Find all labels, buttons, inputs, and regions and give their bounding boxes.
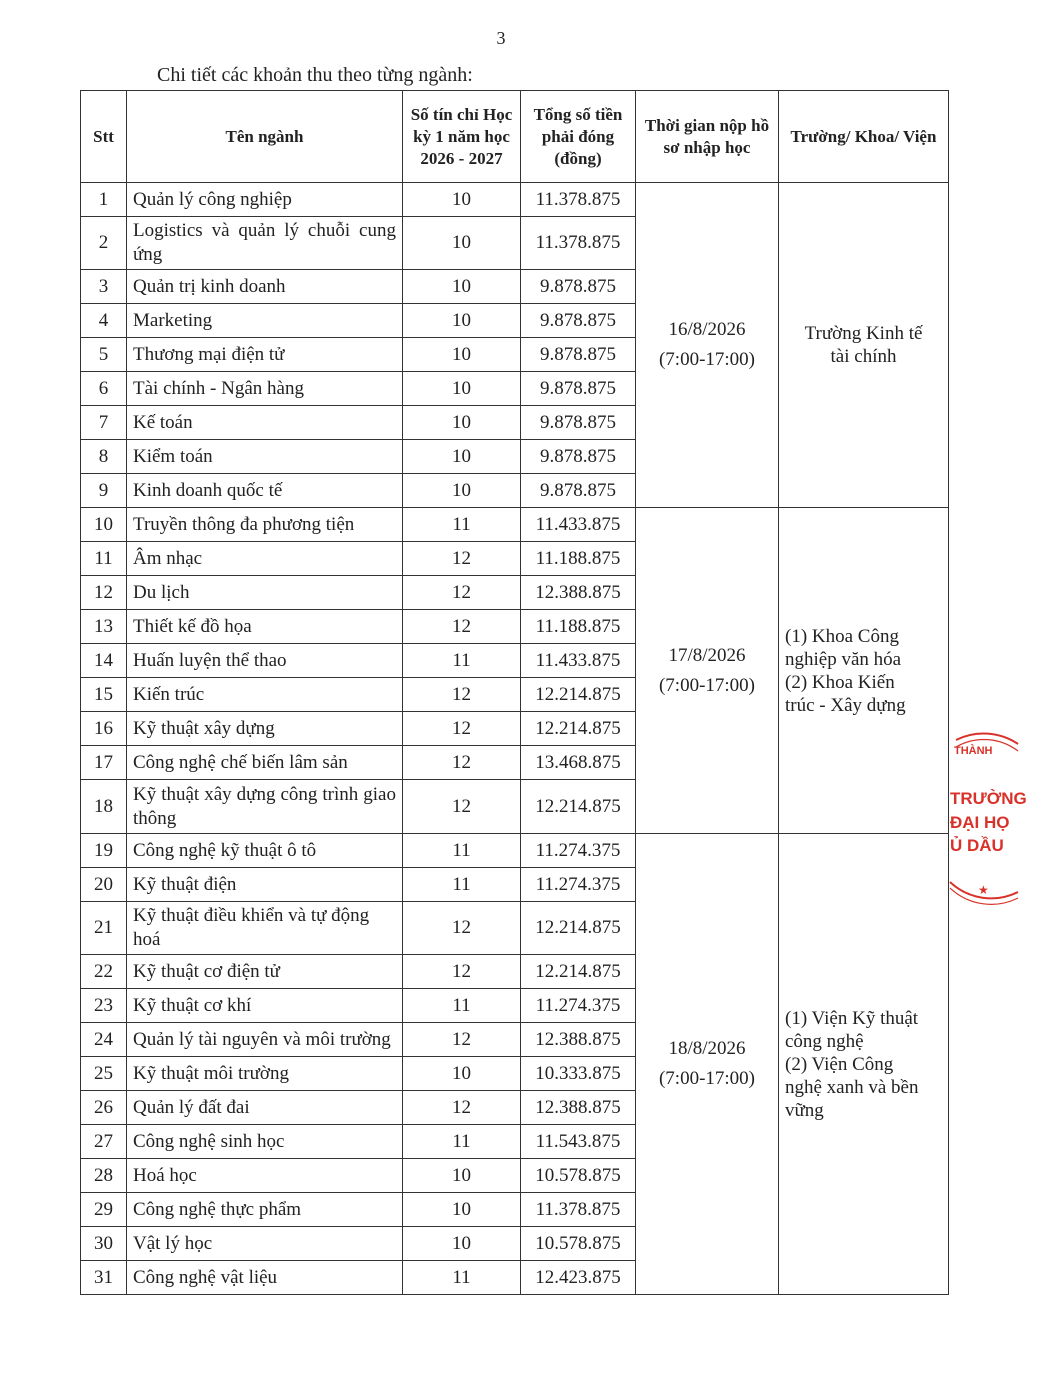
unit-line: nghiệp văn hóa: [785, 648, 902, 670]
row-fee: 11.543.875: [521, 1125, 636, 1159]
group-schedule: [636, 508, 779, 834]
row-major-name: Công nghệ kỹ thuật ô tô: [127, 834, 403, 868]
row-credits: 10: [403, 372, 521, 406]
row-stt: 3: [81, 270, 127, 304]
header-credits: Số tín chỉ Học kỳ 1 năm học 2026 - 2027: [403, 91, 521, 183]
row-major-name: Quản lý công nghiệp: [127, 183, 403, 217]
row-major-name: Quản lý tài nguyên và môi trường: [127, 1023, 403, 1057]
row-major-name: Công nghệ vật liệu: [127, 1261, 403, 1295]
row-credits: 11: [403, 508, 521, 542]
row-major-name: Logistics và quản lý chuỗi cung ứng: [127, 217, 403, 270]
row-fee: 9.878.875: [521, 474, 636, 508]
stamp-line-3: ĐẠI HỌ: [950, 813, 1010, 832]
row-fee: 12.388.875: [521, 1091, 636, 1125]
row-credits: 12: [403, 746, 521, 780]
row-fee: 10.578.875: [521, 1227, 636, 1261]
row-stt: 24: [81, 1023, 127, 1057]
header-unit: Trường/ Khoa/ Viện: [779, 91, 949, 183]
stamp-line-2: TRƯỜNG: [950, 789, 1027, 808]
row-fee: 11.378.875: [521, 217, 636, 270]
row-stt: 26: [81, 1091, 127, 1125]
table-row: [81, 834, 949, 868]
row-major-name: Công nghệ chế biến lâm sản: [127, 746, 403, 780]
row-fee: 12.388.875: [521, 1023, 636, 1057]
table-row: [81, 508, 949, 542]
row-major-name: Công nghệ sinh học: [127, 1125, 403, 1159]
schedule-date: 16/8/2026: [668, 319, 746, 340]
row-credits: 12: [403, 678, 521, 712]
row-fee: 9.878.875: [521, 270, 636, 304]
row-major-name: Công nghệ thực phẩm: [127, 1193, 403, 1227]
row-credits: 12: [403, 902, 521, 955]
row-major-name: Huấn luyện thể thao: [127, 644, 403, 678]
unit-line: (1) Khoa Công: [785, 625, 899, 647]
row-stt: 6: [81, 372, 127, 406]
group-unit: [779, 183, 949, 508]
row-credits: 12: [403, 955, 521, 989]
row-credits: 10: [403, 1227, 521, 1261]
row-fee: 12.214.875: [521, 955, 636, 989]
unit-line: trúc - Xây dựng: [785, 694, 906, 716]
row-stt: 22: [81, 955, 127, 989]
row-fee: 11.188.875: [521, 542, 636, 576]
row-stt: 28: [81, 1159, 127, 1193]
row-credits: 10: [403, 1057, 521, 1091]
row-major-name: Kỹ thuật điện: [127, 868, 403, 902]
row-fee: 11.433.875: [521, 508, 636, 542]
row-fee: 11.433.875: [521, 644, 636, 678]
row-credits: 10: [403, 406, 521, 440]
table-row: [81, 183, 949, 217]
header-name: Tên ngành: [127, 91, 403, 183]
row-stt: 4: [81, 304, 127, 338]
unit-line: tài chính: [830, 346, 897, 367]
row-stt: 18: [81, 780, 127, 834]
row-credits: 10: [403, 474, 521, 508]
row-major-name: Quản trị kinh doanh: [127, 270, 403, 304]
row-credits: 11: [403, 1125, 521, 1159]
row-fee: 11.274.375: [521, 868, 636, 902]
row-fee: 9.878.875: [521, 372, 636, 406]
row-credits: 12: [403, 610, 521, 644]
row-fee: 12.388.875: [521, 576, 636, 610]
unit-line: vững: [785, 1099, 824, 1121]
row-credits: 12: [403, 542, 521, 576]
row-stt: 11: [81, 542, 127, 576]
row-stt: 2: [81, 217, 127, 270]
row-stt: 25: [81, 1057, 127, 1091]
schedule-time: (7:00-17:00): [658, 674, 756, 696]
row-fee: 9.878.875: [521, 440, 636, 474]
row-stt: 9: [81, 474, 127, 508]
group-unit: [779, 508, 949, 834]
row-credits: 11: [403, 644, 521, 678]
schedule-time: (7:00-17:00): [658, 1068, 756, 1089]
row-fee: 9.878.875: [521, 338, 636, 372]
row-credits: 12: [403, 780, 521, 834]
row-credits: 12: [403, 1091, 521, 1125]
row-fee: 11.188.875: [521, 610, 636, 644]
row-major-name: Tài chính - Ngân hàng: [127, 372, 403, 406]
row-stt: 1: [81, 183, 127, 217]
unit-line: (2) Viện Công: [785, 1053, 894, 1075]
group-schedule: [636, 834, 779, 1295]
row-major-name: Kiểm toán: [127, 440, 403, 474]
row-credits: 12: [403, 712, 521, 746]
row-fee: 11.274.375: [521, 989, 636, 1023]
row-credits: 11: [403, 989, 521, 1023]
row-major-name: Kỹ thuật cơ điện tử: [127, 955, 403, 989]
row-major-name: Kinh doanh quốc tế: [127, 474, 403, 508]
row-credits: 10: [403, 270, 521, 304]
fee-table: [80, 90, 949, 1295]
unit-line: Trường Kinh tế: [804, 323, 923, 344]
page-number: 3: [496, 28, 506, 48]
row-credits: 12: [403, 576, 521, 610]
row-stt: 12: [81, 576, 127, 610]
schedule-date: 17/8/2026: [668, 644, 746, 666]
fee-table-body: [81, 183, 949, 1295]
unit-line: nghệ xanh và bền: [785, 1076, 919, 1098]
row-stt: 20: [81, 868, 127, 902]
row-stt: 30: [81, 1227, 127, 1261]
row-credits: 11: [403, 1261, 521, 1295]
row-stt: 31: [81, 1261, 127, 1295]
row-major-name: Vật lý học: [127, 1227, 403, 1261]
schedule-time: (7:00-17:00): [658, 349, 756, 370]
row-stt: 27: [81, 1125, 127, 1159]
official-red-stamp: [948, 732, 1027, 912]
row-fee: 12.214.875: [521, 678, 636, 712]
row-major-name: Kế toán: [127, 406, 403, 440]
row-major-name: Hoá học: [127, 1159, 403, 1193]
row-stt: 5: [81, 338, 127, 372]
row-fee: 12.214.875: [521, 712, 636, 746]
row-fee: 12.214.875: [521, 780, 636, 834]
row-major-name: Âm nhạc: [127, 542, 403, 576]
row-major-name: Kỹ thuật điều khiển và tự động hoá: [127, 902, 403, 955]
row-major-name: Marketing: [127, 304, 403, 338]
row-stt: 13: [81, 610, 127, 644]
row-stt: 7: [81, 406, 127, 440]
row-credits: 10: [403, 1193, 521, 1227]
stamp-line-4: Ủ DẦU: [950, 836, 1004, 855]
row-fee: 11.274.375: [521, 834, 636, 868]
row-major-name: Kỹ thuật cơ khí: [127, 989, 403, 1023]
row-stt: 10: [81, 508, 127, 542]
row-stt: 29: [81, 1193, 127, 1227]
row-stt: 21: [81, 902, 127, 955]
row-fee: 13.468.875: [521, 746, 636, 780]
row-credits: 10: [403, 217, 521, 270]
stamp-star-icon: ★: [978, 883, 989, 897]
stamp-line-1: THÀNH: [954, 745, 993, 757]
row-fee: 10.578.875: [521, 1159, 636, 1193]
row-credits: 11: [403, 868, 521, 902]
header-fee: Tổng số tiền phải đóng (đồng): [521, 91, 636, 183]
row-fee: 10.333.875: [521, 1057, 636, 1091]
row-fee: 9.878.875: [521, 304, 636, 338]
row-stt: 8: [81, 440, 127, 474]
row-major-name: Thương mại điện tử: [127, 338, 403, 372]
unit-line: (1) Viện Kỹ thuật: [785, 1007, 919, 1029]
row-credits: 10: [403, 304, 521, 338]
row-stt: 15: [81, 678, 127, 712]
unit-line: (2) Khoa Kiến: [785, 671, 895, 693]
row-credits: 10: [403, 1159, 521, 1193]
row-credits: 10: [403, 440, 521, 474]
row-stt: 23: [81, 989, 127, 1023]
header-schedule: Thời gian nộp hồ sơ nhập học: [636, 91, 779, 183]
row-stt: 16: [81, 712, 127, 746]
intro-text: Chi tiết các khoản thu theo từng ngành:: [157, 64, 473, 86]
row-major-name: Kỹ thuật môi trường: [127, 1057, 403, 1091]
row-credits: 10: [403, 338, 521, 372]
row-stt: 19: [81, 834, 127, 868]
unit-line: công nghệ: [785, 1030, 864, 1052]
row-credits: 12: [403, 1023, 521, 1057]
header-row: [81, 91, 949, 183]
group-unit: [779, 834, 949, 1295]
group-schedule: [636, 183, 779, 508]
row-fee: 9.878.875: [521, 406, 636, 440]
row-stt: 14: [81, 644, 127, 678]
row-major-name: Kỹ thuật xây dựng công trình giao thông: [127, 780, 403, 834]
row-major-name: Kiến trúc: [127, 678, 403, 712]
row-major-name: Quản lý đất đai: [127, 1091, 403, 1125]
row-major-name: Du lịch: [127, 576, 403, 610]
header-stt: Stt: [81, 91, 127, 183]
row-credits: 10: [403, 183, 521, 217]
row-credits: 11: [403, 834, 521, 868]
row-fee: 12.423.875: [521, 1261, 636, 1295]
row-major-name: Thiết kế đồ họa: [127, 610, 403, 644]
row-fee: 11.378.875: [521, 1193, 636, 1227]
row-major-name: Kỹ thuật xây dựng: [127, 712, 403, 746]
row-fee: 11.378.875: [521, 183, 636, 217]
schedule-date: 18/8/2026: [668, 1038, 746, 1059]
row-fee: 12.214.875: [521, 902, 636, 955]
row-major-name: Truyền thông đa phương tiện: [127, 508, 403, 542]
row-stt: 17: [81, 746, 127, 780]
